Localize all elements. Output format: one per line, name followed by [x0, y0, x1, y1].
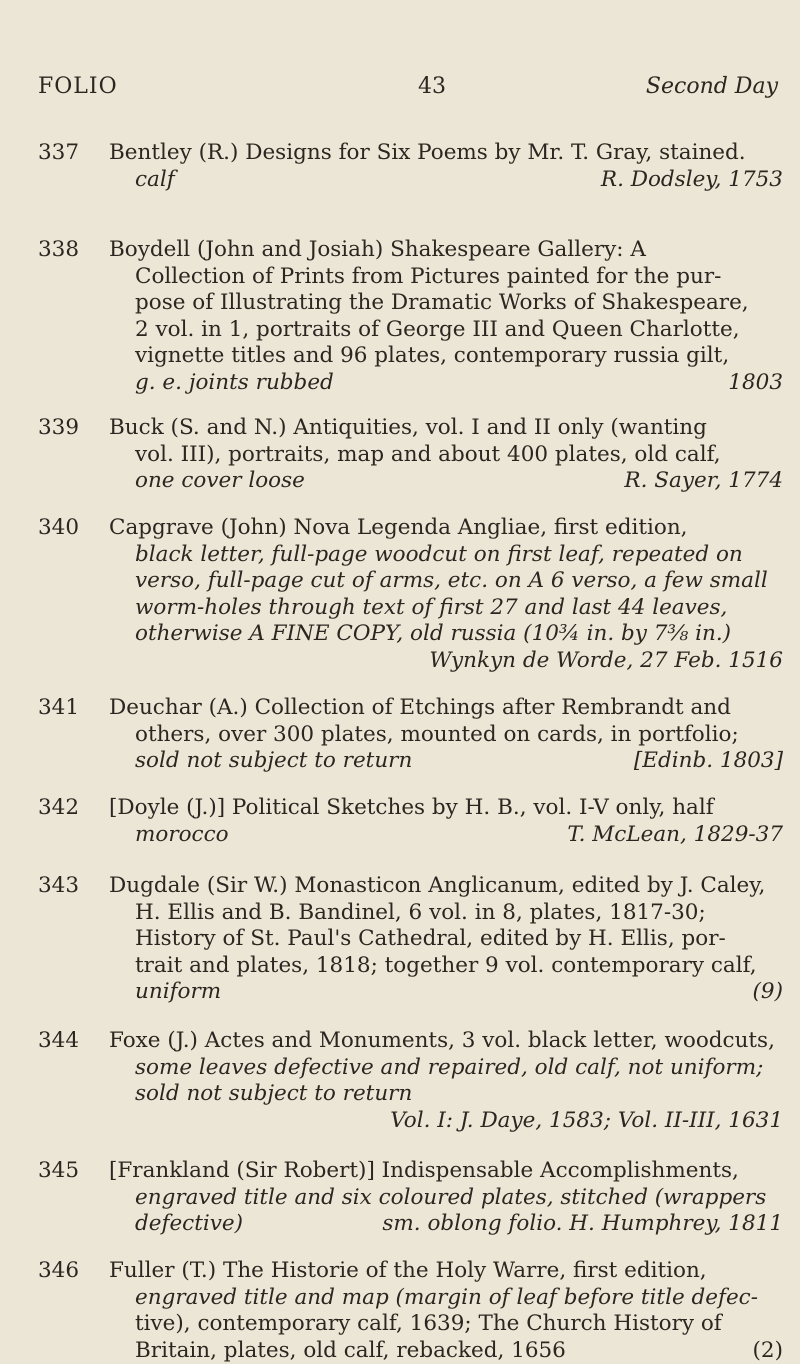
- lot-entry: [38, 795, 783, 848]
- lot-line: Capgrave (John) Nova Legenda Angliae, first edition,: [109, 515, 783, 542]
- lot-imprint: [109, 1338, 783, 1364]
- lot-imprint: [109, 822, 783, 849]
- lot-line: otherwise A FINE COPY, old russia (10¾ in. by 7⅜ in.): [109, 621, 783, 648]
- lot-line: vol. III), portraits, map and about 400 plates, old calf,: [109, 442, 783, 469]
- lot-description: [109, 140, 783, 193]
- lot-publisher: [Edinb. 1803]: [634, 748, 783, 775]
- lot-description: [109, 1258, 783, 1364]
- lot-imprint: [109, 1211, 783, 1238]
- lot-line: Bentley (R.) Designs for Six Poems by Mr. T. Gray, stained.: [109, 140, 783, 167]
- lot-entry: [38, 873, 783, 1006]
- lot-line: pose of Illustrating the Dramatic Works of Shakespeare,: [109, 290, 783, 317]
- lot-line: others, over 300 plates, mounted on cards, in portfolio;: [109, 722, 783, 749]
- lot-entry: [38, 415, 783, 495]
- lot-binding: uniform: [135, 979, 221, 1006]
- lot-publisher: sm. oblong folio. H. Humphrey, 1811: [382, 1211, 783, 1238]
- lot-line: Buck (S. and N.) Antiquities, vol. I and II only (wanting: [109, 415, 783, 442]
- lot-line: verso, full-page cut of arms, etc. on A 6 verso, a few small: [109, 568, 783, 595]
- lot-number: 346: [38, 1258, 90, 1285]
- lot-number: 341: [38, 695, 90, 722]
- lot-line: [Doyle (J.)] Political Sketches by H. B., vol. I-V only, half: [109, 795, 783, 822]
- lot-binding: Britain, plates, old calf, rebacked, 1656: [135, 1338, 566, 1364]
- lot-number: 340: [38, 515, 90, 542]
- lot-publisher: Wynkyn de Worde, 27 Feb. 1516: [429, 648, 783, 675]
- lot-line: Foxe (J.) Actes and Monuments, 3 vol. black letter, woodcuts,: [109, 1028, 783, 1055]
- lot-number: 339: [38, 415, 90, 442]
- lot-imprint: [109, 979, 783, 1006]
- lot-imprint: [109, 167, 783, 194]
- sale-day-label: Second Day: [646, 74, 778, 99]
- lot-line: vignette titles and 96 plates, contemporary russia gilt,: [109, 343, 783, 370]
- lot-imprint: [109, 648, 783, 675]
- lot-line: some leaves defective and repaired, old calf, not uniform;: [109, 1055, 783, 1082]
- lot-entry: [38, 695, 783, 775]
- lot-number: 344: [38, 1028, 90, 1055]
- lot-description: [109, 415, 783, 495]
- lot-number: 337: [38, 140, 90, 167]
- lot-line: Deuchar (A.) Collection of Etchings after Rembrandt and: [109, 695, 783, 722]
- lot-description: [109, 695, 783, 775]
- lot-line: Boydell (John and Josiah) Shakespeare Gallery: A: [109, 237, 783, 264]
- lot-imprint: [109, 1108, 783, 1135]
- lot-binding: one cover loose: [135, 468, 305, 495]
- lot-entry: [38, 237, 783, 396]
- page-header: [38, 74, 778, 114]
- lot-publisher: R. Sayer, 1774: [624, 468, 783, 495]
- lot-line: History of St. Paul's Cathedral, edited by H. Ellis, por-: [109, 926, 783, 953]
- lot-binding: defective): [135, 1211, 243, 1238]
- lot-entry: [38, 1158, 783, 1238]
- lot-binding: calf: [135, 167, 175, 194]
- folio-label: FOLIO: [38, 74, 118, 99]
- lot-entry: [38, 515, 783, 674]
- lot-imprint: [109, 468, 783, 495]
- lot-line: trait and plates, 1818; together 9 vol. contemporary calf,: [109, 953, 783, 980]
- lot-publisher: 1803: [728, 370, 783, 397]
- lot-publisher: R. Dodsley, 1753: [601, 167, 783, 194]
- lot-description: [109, 515, 783, 674]
- lot-entry: [38, 140, 783, 193]
- lot-publisher: (9): [753, 979, 783, 1006]
- lot-line: Fuller (T.) The Historie of the Holy Warre, first edition,: [109, 1258, 783, 1285]
- lot-publisher: Vol. I: J. Daye, 1583; Vol. II-III, 1631: [390, 1108, 783, 1135]
- lot-entry: [38, 1258, 783, 1364]
- lot-line: worm-holes through text of first 27 and last 44 leaves,: [109, 595, 783, 622]
- lot-description: [109, 1158, 783, 1238]
- lot-number: 343: [38, 873, 90, 900]
- lot-line: Collection of Prints from Pictures painted for the pur-: [109, 264, 783, 291]
- lot-line: engraved title and six coloured plates, stitched (wrappers: [109, 1185, 783, 1212]
- lot-binding: morocco: [135, 822, 229, 849]
- lot-line: tive), contemporary calf, 1639; The Church History of: [109, 1311, 783, 1338]
- lot-description: [109, 873, 783, 1006]
- lot-binding: g. e. joints rubbed: [135, 370, 334, 397]
- lot-publisher: T. McLean, 1829-37: [567, 822, 783, 849]
- lot-binding: sold not subject to return: [135, 748, 412, 775]
- lot-line: sold not subject to return: [109, 1081, 783, 1108]
- lot-number: 338: [38, 237, 90, 264]
- lot-entry: [38, 1028, 783, 1134]
- lot-line: H. Ellis and B. Bandinel, 6 vol. in 8, plates, 1817-30;: [109, 900, 783, 927]
- lot-imprint: [109, 370, 783, 397]
- lot-description: [109, 237, 783, 396]
- lot-number: 342: [38, 795, 90, 822]
- lot-line: engraved title and map (margin of leaf before title defec-: [109, 1285, 783, 1312]
- lot-number: 345: [38, 1158, 90, 1185]
- lot-line: 2 vol. in 1, portraits of George III and Queen Charlotte,: [109, 317, 783, 344]
- lot-line: Dugdale (Sir W.) Monasticon Anglicanum, edited by J. Caley,: [109, 873, 783, 900]
- lot-line: black letter, full-page woodcut on first leaf, repeated on: [109, 542, 783, 569]
- lot-description: [109, 1028, 783, 1134]
- lot-description: [109, 795, 783, 848]
- lot-imprint: [109, 748, 783, 775]
- lot-line: [Frankland (Sir Robert)] Indispensable Accomplishments,: [109, 1158, 783, 1185]
- lot-publisher: (2): [753, 1338, 783, 1364]
- page-number: 43: [418, 74, 446, 99]
